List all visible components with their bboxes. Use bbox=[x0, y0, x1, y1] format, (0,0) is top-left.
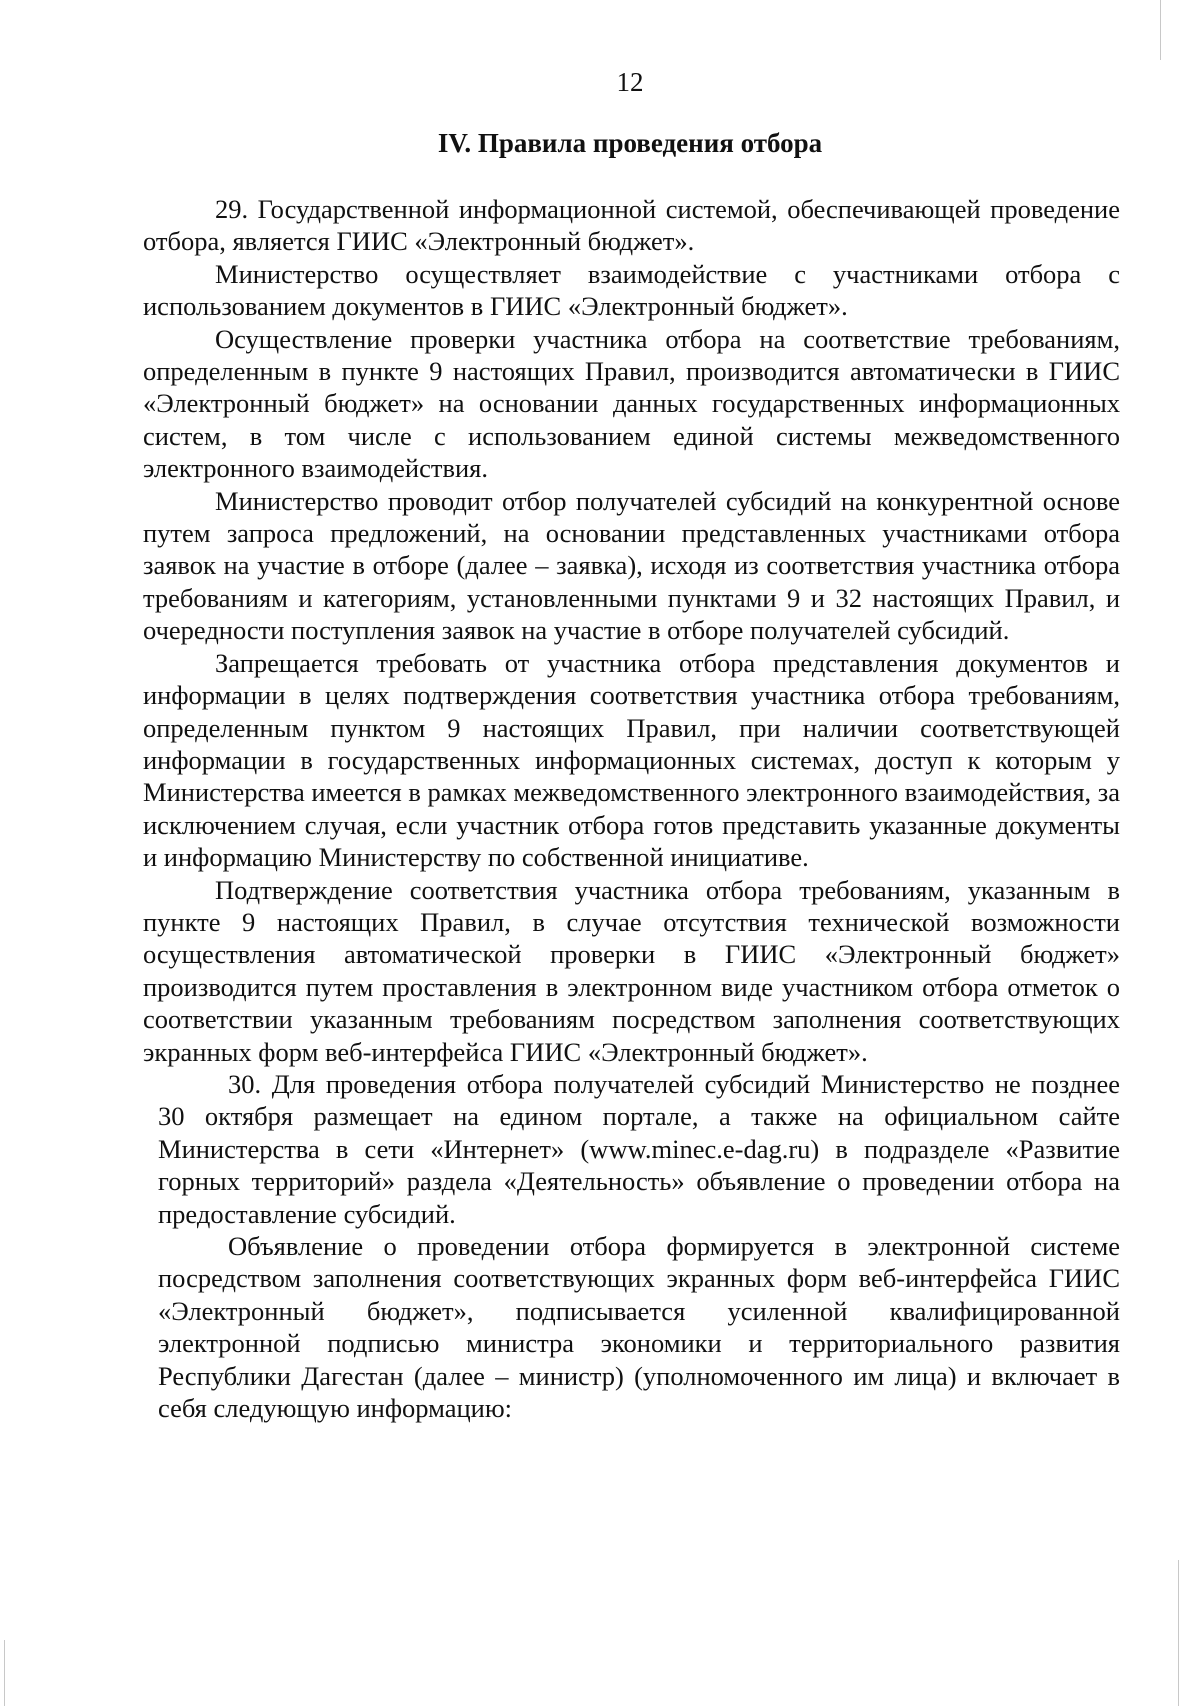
paragraph: Объявление о проведении отбора формируется в электронной системе посредством заполнения соответствующих экранных форм веб-интерфейса ГИИС «Электронный бюджет», подписывается усиленной квалифицированной электронной подписью министра экономики и территориального развития Республики Дагестан (далее – министр) (уполномоченного им лица) и включает в себя следующую информацию: bbox=[158, 1231, 1120, 1424]
body-text bbox=[143, 193, 1120, 1424]
paragraph-29: 29. Государственной информационной системой, обеспечивающей проведение отбора, является ГИИС «Электронный бюджет». bbox=[143, 194, 1120, 257]
paragraph: Министерство осуществляет взаимодействие с участниками отбора с использованием документов в ГИИС «Электронный бюджет». bbox=[143, 258, 1120, 322]
scan-edge-mark-right bbox=[1178, 1560, 1179, 1706]
paragraph: Министерство проводит отбор получателей субсидий на конкурентной основе путем запроса предложений, на основании представленных участниками отбора заявок на участие в отборе (далее – заявка), исходя из соответствия участника отбора требованиям и категориям, установленными пунктами 9 и 32 настоящих Правил, и очередности поступления заявок на участие в отборе получателей субсидий. bbox=[143, 485, 1120, 646]
paragraph: Подтверждение соответствия участника отбора требованиям, указанным в пункте 9 настоящих Правил, в случае отсутствия технической возможности осуществления автоматической проверки в ГИИС «Электронный бюджет» производится путем проставления в электронном виде участником отбора отметок о соответствии указанным требованиям посредством заполнения соответствующих экранных форм веб-интерфейса ГИИС «Электронный бюджет». bbox=[143, 874, 1120, 1067]
page-number: 12 bbox=[616, 67, 644, 97]
scan-edge-mark-left bbox=[4, 1640, 5, 1706]
paragraph: Запрещается требовать от участника отбора представления документов и информации в целях подтверждения соответствия участника отбора требованиям, определенным пунктом 9 настоящих Правил, при наличии соответствующей информации в государственных информационных системах, доступ к которым у Министерства имеется в рамках межведомственного электронного взаимодействия, за исключением случая, если участник отбора готов представить указанные документы и информацию Министерству по собственной инициативе. bbox=[143, 647, 1120, 873]
paragraph-30: 30. Для проведения отбора получателей субсидий Министерство не позднее 30 октября размещает на едином портале, а также на официальном сайте Министерства в сети «Интернет» (www.minec.e-dag.ru) в подразделе «Развитие горных территорий» раздела «Деятельность» объявление о проведении отбора на предоставление субсидий. bbox=[158, 1068, 1120, 1229]
section-title: IV. Правила проведения отбора bbox=[437, 128, 823, 158]
scan-edge-mark-top bbox=[1160, 0, 1161, 60]
paragraph: Осуществление проверки участника отбора на соответствие требованиям, определенным в пункте 9 настоящих Правил, производится автоматически в ГИИС «Электронный бюджет» на основании данных государственных информационных систем, в том числе с использованием единой системы межведомственного электронного взаимодействия. bbox=[143, 323, 1120, 484]
